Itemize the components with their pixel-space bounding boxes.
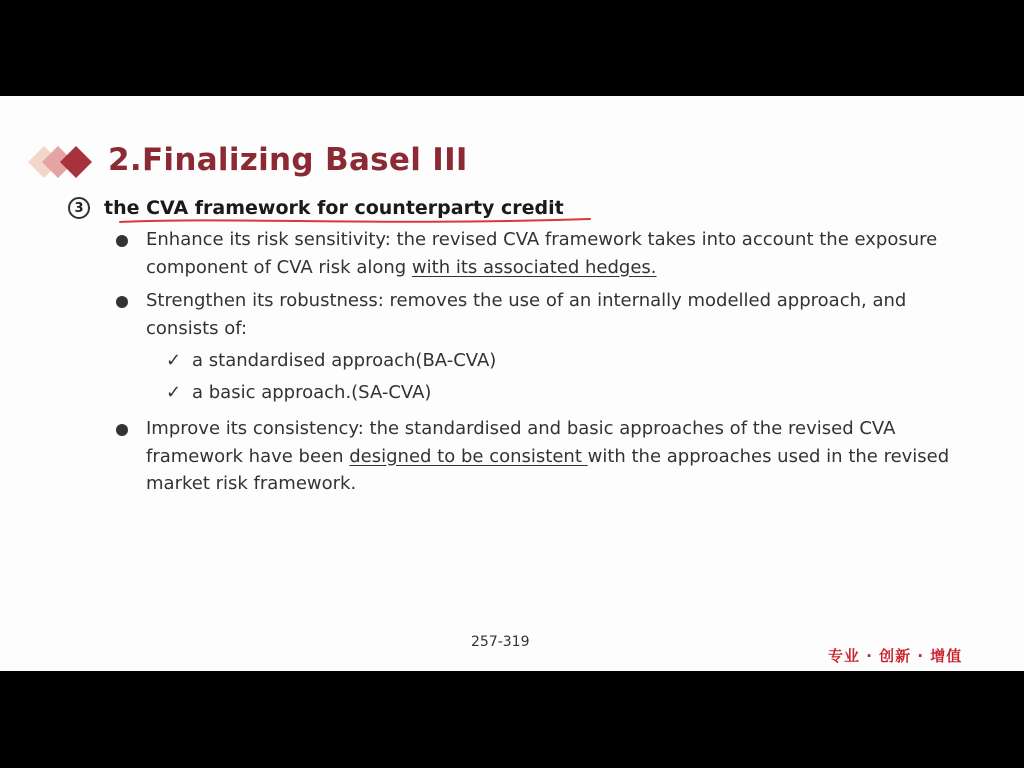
check-item — [166, 377, 956, 409]
bullet-text: Enhance its risk sensitivity: the revised CVA framework takes into account the exposure component of CVA risk along — [146, 229, 938, 278]
underlined-text: with its associated hedges. — [411, 256, 657, 278]
bullet-text-tail: with the approaches used in the revised market risk framework. — [146, 445, 950, 494]
bullet-dot-icon — [116, 424, 128, 436]
slogan: 专业 · 创新 · 增值 — [828, 647, 963, 665]
bullet-text: Improve its consistency: the standardised and basic approaches of the revised CVA framework have been — [146, 418, 896, 467]
page-number: 257-319 — [471, 634, 530, 650]
bullet-item-sensitivity — [116, 226, 956, 281]
slide — [0, 96, 1024, 671]
checkmark-icon: ✓ — [166, 382, 182, 403]
underlined-text: designed to be consistent — [349, 445, 588, 467]
bullet-text: Strengthen its robustness: removes the use of an internally modelled approach, and consists of: — [146, 290, 907, 339]
bullet-item-robustness — [116, 287, 956, 409]
check-item-text: a basic approach.(SA-CVA) — [192, 382, 432, 403]
check-list — [146, 345, 956, 409]
check-item — [166, 345, 956, 377]
letterbox-top — [0, 0, 1024, 96]
bullet-dot-icon — [116, 235, 128, 247]
bullet-list — [116, 226, 956, 504]
checkmark-icon: ✓ — [166, 350, 182, 371]
section-number-badge: 3 — [68, 197, 90, 219]
letterbox-bottom — [0, 671, 1024, 768]
diamond-logo-icon — [26, 142, 100, 182]
slide-title: 2.Finalizing Basel III — [108, 142, 468, 178]
bullet-item-consistency — [116, 415, 956, 498]
bullet-dot-icon — [116, 296, 128, 308]
check-item-text: a standardised approach(BA-CVA) — [192, 350, 497, 371]
slide-subtitle: the CVA framework for counterparty credit — [104, 197, 564, 219]
